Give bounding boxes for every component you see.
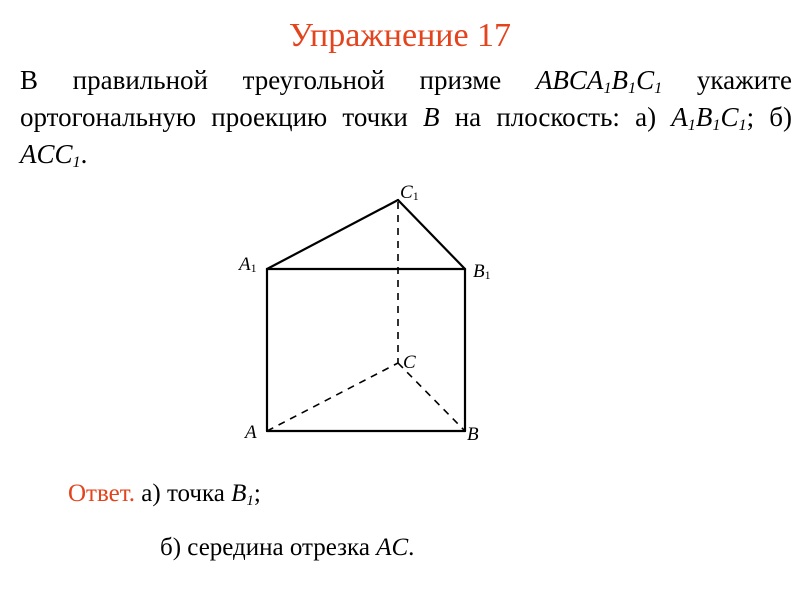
answer-part-a (68, 478, 261, 510)
answer-a-point: $B_1$ (231, 480, 254, 509)
problem-mid: укажите ортогональную проекцию точки (20, 65, 792, 132)
plane-separator: ; б) (746, 102, 793, 132)
answer-label: Ответ. (68, 480, 136, 507)
answer-a-text: а) точка (141, 480, 225, 507)
answer-a-end: ; (253, 480, 261, 507)
answer-b-end: . (408, 534, 415, 561)
prism-name: $ABCA_1B_1C_1$ (535, 65, 663, 98)
vertex-label-b1: B1 (473, 261, 491, 282)
edge-a1-c1 (267, 200, 398, 269)
vertex-label-c1: C1 (400, 182, 419, 203)
plane-b-name: $ACC_1$ (20, 139, 81, 172)
edge-a-c-hidden (267, 363, 398, 431)
plane-a-name: $A_1B_1C_1$ (671, 102, 747, 135)
answer-b-segment: AC (376, 534, 409, 561)
vertex-label-a1: A1 (239, 254, 257, 275)
answer-b-text: б) середина отрезка (160, 534, 370, 561)
plane-intro: на плоскость: а) (454, 102, 657, 132)
point-name: B (423, 102, 440, 132)
vertex-label-a: A (245, 422, 257, 443)
answer-part-b (160, 532, 414, 564)
vertex-label-c: C (403, 352, 416, 373)
problem-end: . (80, 139, 88, 169)
problem-statement (20, 62, 792, 173)
slide-title: Упражнение 17 (288, 17, 512, 54)
vertex-label-b: B (467, 424, 479, 445)
problem-intro: В правильной треугольной призме (20, 65, 502, 95)
edge-c-b-hidden (398, 363, 465, 431)
edge-c1-b1 (398, 200, 465, 269)
